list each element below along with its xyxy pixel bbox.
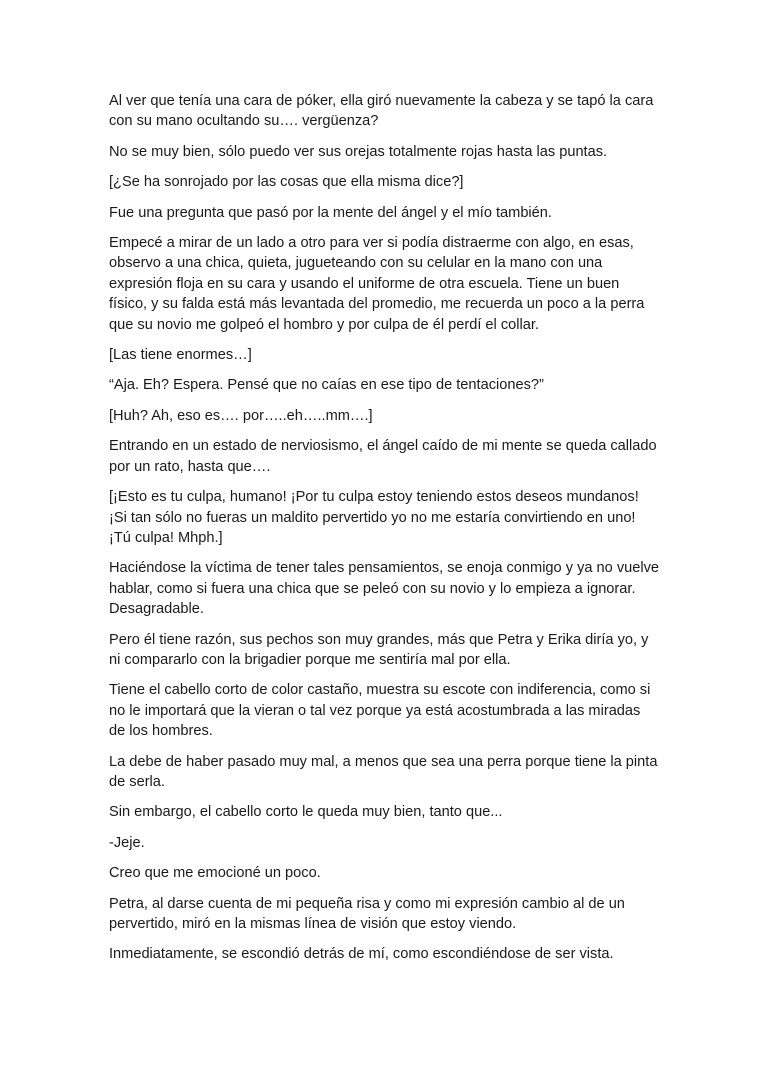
paragraph: [¿Se ha sonrojado por las cosas que ella misma dice?] bbox=[109, 174, 464, 191]
paragraph: [¡Esto es tu culpa, humano! ¡Por tu culpa estoy teniendo estos deseos mundanos! ¡Si tan sólo no fueras un maldito pervertido yo no me estaría convirtiendo en uno! ¡Tú culpa! Mhph.] bbox=[109, 489, 639, 546]
paragraph: “Aja. Eh? Espera. Pensé que no caías en ese tipo de tentaciones?” bbox=[109, 377, 544, 394]
paragraph: Haciéndose la víctima de tener tales pensamientos, se enoja conmigo y ya no vuelve hablar, como si fuera una chica que se peleó con su novio y lo empieza a ignorar. Desagradable. bbox=[109, 560, 660, 618]
paragraph: Empecé a mirar de un lado a otro para ver si podía distraerme con algo, en esas, observo a una chica, quieta, jugueteando con su celular en la mano con una expresión floja en su cara y usando el uniforme de otra escuela. Tiene un buen físico, y su falda está más levantada del promedio, me recuerda un poco a la perra que su novio me golpeó el hombro y por culpa de él perdí el collar. bbox=[109, 235, 645, 333]
paragraph: Pero él tiene razón, sus pechos son muy grandes, más que Petra y Erika diría yo, y ni compararlo con la brigadier porque me sentiría mal por ella. bbox=[109, 631, 649, 668]
paragraph: Inmediatamente, se escondió detrás de mí, como escondiéndose de ser vista. bbox=[109, 946, 614, 963]
paragraph: No se muy bien, sólo puedo ver sus orejas totalmente rojas hasta las puntas. bbox=[109, 143, 608, 160]
paragraph: Sin embargo, el cabello corto le queda muy bien, tanto que... bbox=[109, 804, 503, 821]
paragraph: Petra, al darse cuenta de mi pequeña risa y como mi expresión cambio al de un pervertido, miró en la mismas línea de visión que estoy viendo. bbox=[109, 895, 625, 932]
paragraph: Fue una pregunta que pasó por la mente del ángel y el mío también. bbox=[109, 204, 552, 221]
paragraph: La debe de haber pasado muy mal, a menos que sea una perra porque tiene la pinta de serla. bbox=[109, 753, 658, 790]
paragraph: [Huh? Ah, eso es…. por…..eh…..mm….] bbox=[109, 407, 373, 424]
paragraph: Entrando en un estado de nerviosismo, el ángel caído de mi mente se queda callado por un rato, hasta que…. bbox=[109, 438, 657, 475]
document-text-body bbox=[109, 91, 659, 975]
paragraph: -Jeje. bbox=[109, 834, 145, 851]
paragraph: [Las tiene enormes…] bbox=[109, 347, 252, 364]
paragraph: Tiene el cabello corto de color castaño, muestra su escote con indiferencia, como si no le importará que la vieran o tal vez porque ya está acostumbrada a las miradas de los hombres. bbox=[109, 682, 651, 740]
paragraph: Al ver que tenía una cara de póker, ella giró nuevamente la cabeza y se tapó la cara con su mano ocultando su…. vergüenza? bbox=[109, 93, 654, 130]
paragraph: Creo que me emocioné un poco. bbox=[109, 865, 321, 882]
